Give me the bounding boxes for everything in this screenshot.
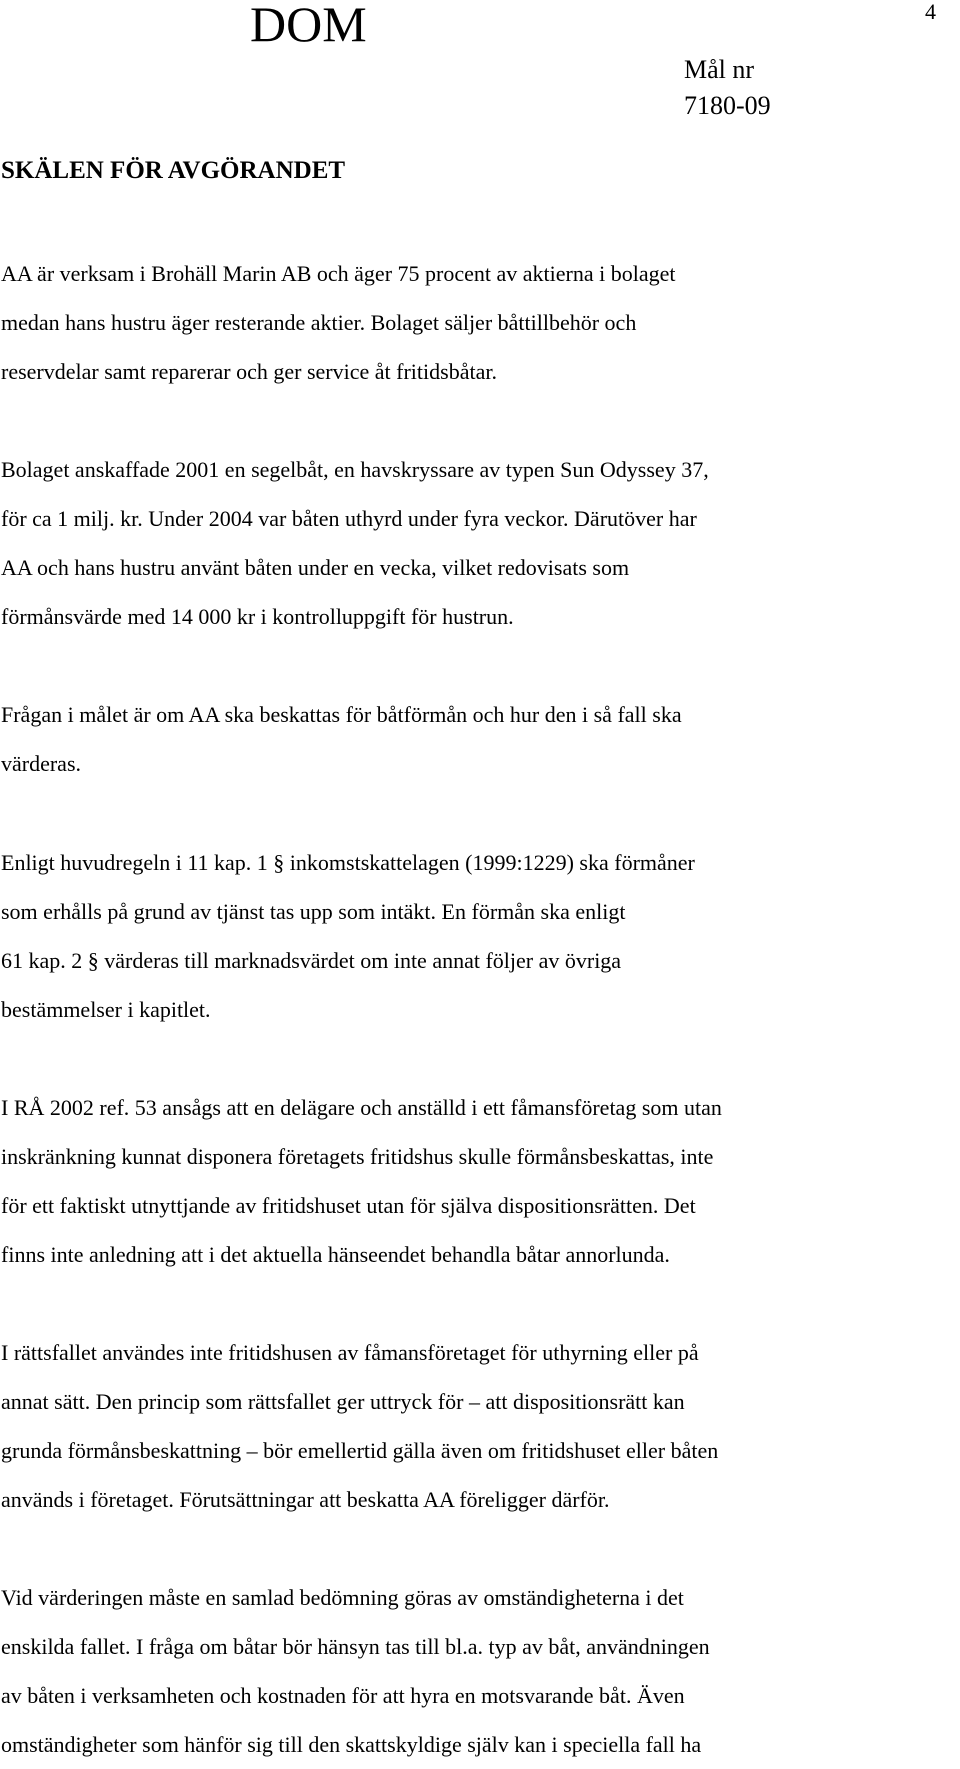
document-title: DOM [250,0,367,52]
text-line: AA är verksam i Brohäll Marin AB och äger 75 procent av aktierna i bolaget [1,261,676,286]
text-line: omständigheter som hänför sig till den skattskyldige själv kan i speciella fall ha [1,1732,702,1758]
text-line: Enligt huvudregeln i 11 kap. 1 § inkomstskattelagen (1999:1229) ska förmåner [1,849,695,875]
text-line: reservdelar samt reparerar och ger service åt fritidsbåtar. [1,359,497,385]
text-line: bestämmelser i kapitlet. [1,996,211,1022]
paragraph-spacer [1,1034,936,1083]
text-line: AA och hans hustru använt båten under en vecka, vilket redovisats som [1,555,630,581]
text-line: 61 kap. 2 § värderas till marknadsvärdet om inte annat följer av övriga [1,947,622,973]
text-line: av båten i verksamheten och kostnaden för att hyra en motsvarande båt. Även [1,1683,685,1709]
paragraph [1,445,936,641]
paragraph-spacer [1,1524,936,1573]
text-line: grunda förmånsbeskattning – bör emellertid gälla även om fritidshuset eller båten [1,1438,719,1464]
text-line: värderas. [1,751,82,777]
paragraph [1,1573,936,1769]
paragraph [1,838,936,1034]
text-line: för ett faktiskt utnyttjande av fritidshuset utan för själva dispositionsrätten. Det [1,1192,696,1218]
section-heading: SKÄLEN FÖR AVGÖRANDET [1,157,346,184]
text-line: inskränkning kunnat disponera företagets fritidshus skulle förmånsbeskattas, inte [1,1143,714,1169]
case-label: Mål nr [684,55,755,84]
text-line: används i företaget. Förutsättningar att beskatta AA föreligger därför. [1,1487,610,1513]
text-line: Bolaget anskaffade 2001 en segelbåt, en havskryssare av typen Sun Odyssey 37, [1,457,709,483]
text-line: annat sätt. Den princip som rättsfallet ger uttryck för – att dispositionsrätt kan [1,1389,685,1415]
paragraph-spacer [1,789,936,838]
paragraph [1,249,936,396]
text-line: I rättsfallet användes inte fritidshusen av fåmansföretaget för uthyrning eller på [1,1340,699,1366]
page-number: 4 [925,0,936,24]
text-line: Frågan i målet är om AA ska beskattas för båtförmån och hur den i så fall ska [1,702,682,728]
paragraph [1,1328,936,1524]
paragraph [1,1083,936,1279]
case-number: 7180-09 [684,91,771,120]
text-line: för ca 1 milj. kr. Under 2004 var båten uthyrd under fyra veckor. Därutöver har [1,506,697,532]
body-text [1,249,936,1769]
text-line: enskilda fallet. I fråga om båtar bör hänsyn tas till bl.a. typ av båt, användningen [1,1634,710,1660]
text-line: medan hans hustru äger resterande aktier. Bolaget säljer båttillbehör och [1,310,637,336]
case-number-block [684,52,771,124]
text-line: Vid värderingen måste en samlad bedömning göras av omständigheterna i det [1,1585,684,1611]
text-line: I RÅ 2002 ref. 53 ansågs att en delägare och anställd i ett fåmansföretag som utan [1,1094,722,1120]
text-line: förmånsvärde med 14 000 kr i kontrolluppgift för hustrun. [1,604,514,630]
paragraph-spacer [1,396,936,445]
text-line: finns inte anledning att i det aktuella hänseendet behandla båtar annorlunda. [1,1241,670,1267]
text-line: som erhålls på grund av tjänst tas upp som intäkt. En förmån ska enligt [1,898,626,924]
paragraph-spacer [1,641,936,690]
paragraph-spacer [1,1279,936,1328]
paragraph [1,690,936,788]
